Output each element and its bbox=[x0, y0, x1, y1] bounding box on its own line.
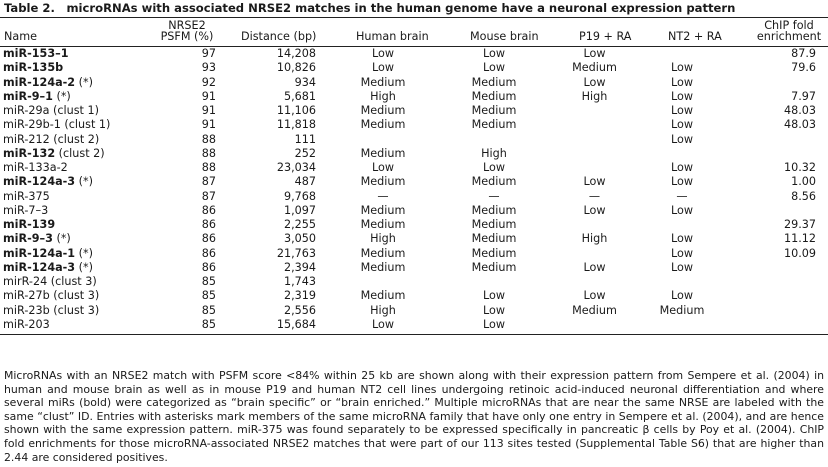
cell-psfm: 93 bbox=[201, 61, 216, 75]
cell-mouse-brain: Medium bbox=[471, 246, 517, 260]
cell-name bbox=[0, 118, 150, 132]
cell-name bbox=[0, 76, 150, 90]
cell-distance: 2,394 bbox=[283, 260, 316, 274]
microrna-name-suffix: (clust 2) bbox=[55, 146, 105, 160]
cell-mouse-brain: Low bbox=[482, 47, 506, 60]
microrna-name-suffix: miR-203 bbox=[3, 317, 50, 331]
cell-name bbox=[0, 104, 150, 118]
cell-chip-fold bbox=[724, 275, 828, 289]
cell-p19 bbox=[549, 147, 640, 161]
cell-nt2: Low bbox=[670, 104, 694, 117]
cell-human-brain: Low bbox=[371, 61, 395, 75]
microrna-name-bold: miR-135b bbox=[3, 61, 64, 75]
cell-name bbox=[0, 90, 150, 104]
cell-chip-fold: 8.56 bbox=[791, 189, 816, 203]
cell-human-brain: Medium bbox=[360, 289, 406, 303]
cell-p19: Low bbox=[583, 203, 606, 217]
cell-human-brain: Medium bbox=[360, 104, 406, 117]
microrna-name-bold: miR-139 bbox=[3, 218, 56, 231]
cell-name bbox=[0, 218, 150, 232]
header-psfm-line1: NRSE2 bbox=[168, 19, 206, 32]
cell-p19 bbox=[549, 161, 640, 175]
cell-chip-fold: 1.00 bbox=[791, 175, 816, 189]
cell-nt2: Low bbox=[670, 246, 694, 260]
cell-human-brain bbox=[327, 275, 439, 289]
cell-mouse-brain: Medium bbox=[471, 104, 517, 117]
cell-nt2: Low bbox=[670, 175, 694, 189]
cell-p19: Low bbox=[583, 260, 606, 274]
cell-p19: Low bbox=[583, 175, 606, 189]
cell-human-brain: Low bbox=[371, 317, 395, 331]
cell-human-brain: Low bbox=[371, 161, 395, 174]
bottom-rule bbox=[0, 334, 828, 335]
cell-psfm: 85 bbox=[201, 303, 216, 317]
cell-distance: 11,818 bbox=[276, 118, 316, 132]
cell-nt2: Low bbox=[670, 118, 694, 132]
table-row bbox=[0, 275, 828, 289]
cell-name bbox=[0, 175, 150, 189]
cell-mouse-brain: Low bbox=[482, 161, 506, 174]
cell-mouse-brain: Medium bbox=[471, 175, 517, 189]
microrna-name-suffix: (*) bbox=[75, 246, 93, 260]
cell-distance: 252 bbox=[294, 146, 316, 160]
cell-psfm: 86 bbox=[201, 260, 216, 274]
cell-psfm: 85 bbox=[201, 275, 216, 288]
cell-nt2: Low bbox=[670, 132, 694, 146]
cell-psfm: 88 bbox=[201, 161, 216, 174]
microrna-name-suffix: miR-133a-2 bbox=[3, 161, 68, 174]
cell-p19 bbox=[549, 118, 640, 132]
header-chip-line2: enrichment bbox=[756, 30, 822, 43]
cell-p19 bbox=[549, 318, 640, 332]
cell-mouse-brain: Medium bbox=[471, 232, 517, 246]
cell-p19 bbox=[549, 133, 640, 147]
cell-human-brain: Medium bbox=[360, 118, 406, 132]
cell-nt2: Low bbox=[670, 75, 694, 89]
cell-chip-fold bbox=[724, 318, 828, 332]
cell-name bbox=[0, 47, 150, 61]
cell-mouse-brain: Medium bbox=[471, 75, 517, 89]
cell-psfm: 86 bbox=[201, 246, 216, 260]
table-row bbox=[0, 118, 828, 132]
cell-mouse-brain: — bbox=[488, 189, 500, 203]
table-row bbox=[0, 76, 828, 90]
cell-name bbox=[0, 275, 150, 289]
cell-psfm: 91 bbox=[201, 104, 216, 117]
cell-distance: 14,208 bbox=[276, 47, 316, 60]
cell-chip-fold: 48.03 bbox=[783, 118, 816, 132]
cell-mouse-brain: Medium bbox=[471, 118, 517, 132]
cell-human-brain: High bbox=[370, 89, 396, 103]
microrna-name-suffix: (*) bbox=[52, 89, 71, 103]
table-row bbox=[0, 232, 828, 246]
cell-psfm: 87 bbox=[201, 175, 216, 189]
cell-p19: Low bbox=[583, 289, 606, 303]
cell-psfm: 91 bbox=[201, 118, 216, 132]
microrna-name-suffix: miR-7–3 bbox=[3, 203, 49, 217]
table-row bbox=[0, 104, 828, 118]
cell-p19 bbox=[549, 275, 640, 289]
table-row bbox=[0, 289, 828, 303]
cell-human-brain: Medium bbox=[360, 203, 406, 217]
cell-chip-fold bbox=[724, 76, 828, 90]
cell-mouse-brain: Medium bbox=[471, 203, 517, 217]
cell-nt2 bbox=[640, 47, 724, 61]
table-row bbox=[0, 133, 828, 147]
cell-name bbox=[0, 133, 150, 147]
cell-name bbox=[0, 147, 150, 161]
cell-chip-fold: 48.03 bbox=[783, 104, 816, 117]
cell-nt2: Low bbox=[670, 89, 694, 103]
cell-p19: Medium bbox=[572, 61, 617, 75]
microrna-name-bold: miR-124a-3 bbox=[3, 260, 76, 274]
microrna-name-suffix: miR-23b (clust 3) bbox=[3, 303, 100, 317]
cell-p19: Medium bbox=[572, 303, 617, 317]
cell-human-brain: Low bbox=[371, 47, 395, 60]
cell-human-brain: Medium bbox=[360, 75, 406, 89]
header-nt2: NT2 + RA bbox=[668, 30, 722, 43]
cell-mouse-brain bbox=[439, 275, 549, 289]
cell-human-brain: — bbox=[377, 189, 389, 203]
cell-human-brain: Medium bbox=[360, 246, 406, 260]
table-row bbox=[0, 90, 828, 104]
microrna-name-bold: miR-9–3 bbox=[3, 232, 53, 246]
table-row bbox=[0, 204, 828, 218]
microrna-name-bold: miR-124a-1 bbox=[3, 246, 76, 260]
cell-distance: 11,106 bbox=[276, 104, 316, 117]
cell-name bbox=[0, 247, 150, 261]
microrna-name-bold: miR-9–1 bbox=[3, 89, 53, 103]
cell-p19 bbox=[549, 104, 640, 118]
cell-distance: 1,097 bbox=[283, 203, 316, 217]
table-row bbox=[0, 247, 828, 261]
cell-p19: High bbox=[581, 89, 608, 103]
cell-psfm: 85 bbox=[201, 289, 216, 303]
cell-p19: Low bbox=[583, 47, 606, 60]
microrna-name-suffix: miR-27b (clust 3) bbox=[3, 289, 100, 303]
cell-chip-fold bbox=[724, 261, 828, 275]
cell-nt2: Low bbox=[670, 260, 694, 274]
cell-human-brain: Medium bbox=[360, 175, 406, 189]
cell-nt2 bbox=[640, 147, 724, 161]
microrna-name-suffix: miR-29b-1 (clust 1) bbox=[3, 118, 111, 132]
cell-chip-fold bbox=[724, 147, 828, 161]
cell-name bbox=[0, 61, 150, 75]
cell-psfm: 92 bbox=[201, 75, 216, 89]
cell-psfm: 88 bbox=[201, 132, 216, 146]
cell-human-brain: High bbox=[370, 303, 396, 317]
cell-name bbox=[0, 190, 150, 204]
microrna-name-bold: miR-153–1 bbox=[3, 47, 69, 60]
header-mouse-brain: Mouse brain bbox=[470, 30, 539, 43]
cell-distance: 15,684 bbox=[276, 317, 316, 331]
cell-nt2 bbox=[640, 275, 724, 289]
cell-psfm: 88 bbox=[201, 146, 216, 160]
cell-chip-fold: 29.37 bbox=[783, 218, 816, 231]
cell-nt2: Medium bbox=[659, 303, 705, 317]
cell-chip-fold: 11.12 bbox=[783, 232, 816, 246]
cell-p19: Low bbox=[583, 75, 606, 89]
cell-distance: 2,319 bbox=[283, 289, 316, 303]
table-title: Table 2. microRNAs with associated NRSE2 matches in the human genome have a neuronal expression pattern bbox=[4, 1, 736, 15]
cell-human-brain: Medium bbox=[360, 260, 406, 274]
microrna-name-suffix: miR-29a (clust 1) bbox=[3, 104, 99, 117]
cell-chip-fold: 79.6 bbox=[791, 61, 816, 75]
table-row bbox=[0, 304, 828, 318]
cell-mouse-brain: Medium bbox=[471, 218, 517, 231]
header-p19: P19 + RA bbox=[579, 30, 632, 43]
cell-name bbox=[0, 161, 150, 175]
cell-psfm: 97 bbox=[201, 47, 216, 60]
cell-mouse-brain: Medium bbox=[471, 260, 517, 274]
cell-mouse-brain: Medium bbox=[471, 89, 517, 103]
table-row bbox=[0, 190, 828, 204]
table-header bbox=[0, 0, 828, 46]
table-row bbox=[0, 318, 828, 332]
cell-mouse-brain: Low bbox=[482, 303, 506, 317]
cell-name bbox=[0, 289, 150, 303]
cell-psfm: 86 bbox=[201, 218, 216, 231]
cell-distance: 934 bbox=[294, 75, 316, 89]
header-name: Name bbox=[4, 30, 38, 43]
cell-p19: — bbox=[588, 189, 601, 203]
cell-nt2: Low bbox=[670, 232, 694, 246]
table-footnote: MicroRNAs with an NRSE2 match with PSFM score <84% within 25 kb are shown along with their expression pattern from Sempere et al. (2004) in human and mouse brain as well as in mouse P19 and human NT2 cell lines undergoing retinoic acid-induced neuronal differentiation and where several miRs (bold) were categorized as “brain specific” or “brain enriched.” Multiple microRNAs that are near the same NRSE are labeled with the same “clust” ID. Entries with asterisks mark members of the same microRNA family that have only one entry in Sempere et al. (2004), and are hence shown with the same expression pattern. miR-375 was found separately to be expressed specifically in pancreatic β cells by Poy et al. (2004). ChIP fold enrichments for those microRNA-associated NRSE2 matches that were part of our 113 sites tested (Supplemental Table S6) that are higher than 2.44 are considered positives. bbox=[4, 369, 824, 464]
cell-psfm: 86 bbox=[201, 203, 216, 217]
table-row bbox=[0, 218, 828, 232]
table-row bbox=[0, 47, 828, 61]
cell-p19 bbox=[549, 247, 640, 261]
cell-chip-fold: 10.32 bbox=[783, 161, 816, 174]
cell-chip-fold: 87.9 bbox=[791, 47, 816, 60]
microrna-name-bold: miR-124a-2 bbox=[3, 75, 76, 89]
cell-nt2: Low bbox=[670, 61, 694, 75]
cell-chip-fold bbox=[724, 304, 828, 318]
cell-distance: 2,556 bbox=[283, 303, 316, 317]
header-chip-line1: ChIP fold bbox=[764, 19, 814, 32]
cell-chip-fold bbox=[724, 133, 828, 147]
cell-name bbox=[0, 304, 150, 318]
cell-psfm: 91 bbox=[201, 89, 216, 103]
microrna-name-suffix: (*) bbox=[75, 75, 93, 89]
cell-chip-fold bbox=[724, 289, 828, 303]
cell-distance: 5,681 bbox=[283, 89, 316, 103]
cell-distance: 23,034 bbox=[276, 161, 316, 174]
cell-human-brain: Medium bbox=[360, 218, 406, 231]
cell-psfm: 87 bbox=[201, 189, 216, 203]
microrna-name-suffix: (*) bbox=[52, 232, 71, 246]
cell-mouse-brain: Low bbox=[482, 289, 506, 303]
cell-chip-fold bbox=[724, 204, 828, 218]
cell-psfm: 86 bbox=[201, 232, 216, 246]
cell-distance: 2,255 bbox=[283, 218, 316, 231]
table-body bbox=[0, 47, 828, 332]
cell-distance: 3,050 bbox=[283, 232, 316, 246]
data-table bbox=[0, 47, 828, 332]
cell-human-brain: Medium bbox=[360, 146, 406, 160]
cell-p19: High bbox=[581, 232, 608, 246]
cell-nt2: Low bbox=[670, 289, 694, 303]
cell-nt2 bbox=[640, 318, 724, 332]
cell-name bbox=[0, 261, 150, 275]
cell-mouse-brain bbox=[439, 133, 549, 147]
cell-distance: 1,743 bbox=[283, 275, 316, 288]
cell-p19 bbox=[549, 218, 640, 232]
cell-nt2: Low bbox=[670, 161, 694, 174]
cell-nt2: Low bbox=[670, 203, 694, 217]
microrna-name-bold: miR-132 bbox=[3, 146, 56, 160]
table-row bbox=[0, 147, 828, 161]
header-psfm-line2: PSFM (%) bbox=[160, 30, 214, 43]
cell-human-brain bbox=[327, 133, 439, 147]
header-human-brain: Human brain bbox=[356, 30, 429, 43]
cell-chip-fold: 10.09 bbox=[783, 246, 816, 260]
header-distance: Distance (bp) bbox=[241, 30, 317, 43]
cell-name bbox=[0, 232, 150, 246]
cell-mouse-brain: Low bbox=[482, 61, 506, 75]
cell-chip-fold: 7.97 bbox=[791, 89, 816, 103]
table-row bbox=[0, 175, 828, 189]
microrna-name-bold: miR-124a-3 bbox=[3, 175, 76, 189]
cell-name bbox=[0, 204, 150, 218]
table-row bbox=[0, 261, 828, 275]
cell-distance: 111 bbox=[294, 132, 316, 146]
cell-nt2 bbox=[640, 218, 724, 232]
cell-mouse-brain: High bbox=[481, 146, 507, 160]
microrna-name-suffix: miR-212 (clust 2) bbox=[3, 132, 100, 146]
cell-distance: 487 bbox=[294, 175, 316, 189]
cell-distance: 10,826 bbox=[276, 61, 316, 75]
table-row bbox=[0, 61, 828, 75]
cell-mouse-brain: Low bbox=[482, 317, 506, 331]
microrna-name-suffix: (*) bbox=[75, 175, 93, 189]
microrna-name-suffix: miR-375 bbox=[3, 189, 50, 203]
microrna-name-suffix: mirR-24 (clust 3) bbox=[3, 275, 97, 288]
cell-psfm: 85 bbox=[201, 317, 216, 331]
cell-human-brain: High bbox=[370, 232, 396, 246]
table-row bbox=[0, 161, 828, 175]
cell-name bbox=[0, 318, 150, 332]
cell-nt2: — bbox=[676, 189, 688, 203]
cell-distance: 21,763 bbox=[276, 246, 316, 260]
cell-distance: 9,768 bbox=[283, 189, 316, 203]
microrna-name-suffix: (*) bbox=[75, 260, 93, 274]
